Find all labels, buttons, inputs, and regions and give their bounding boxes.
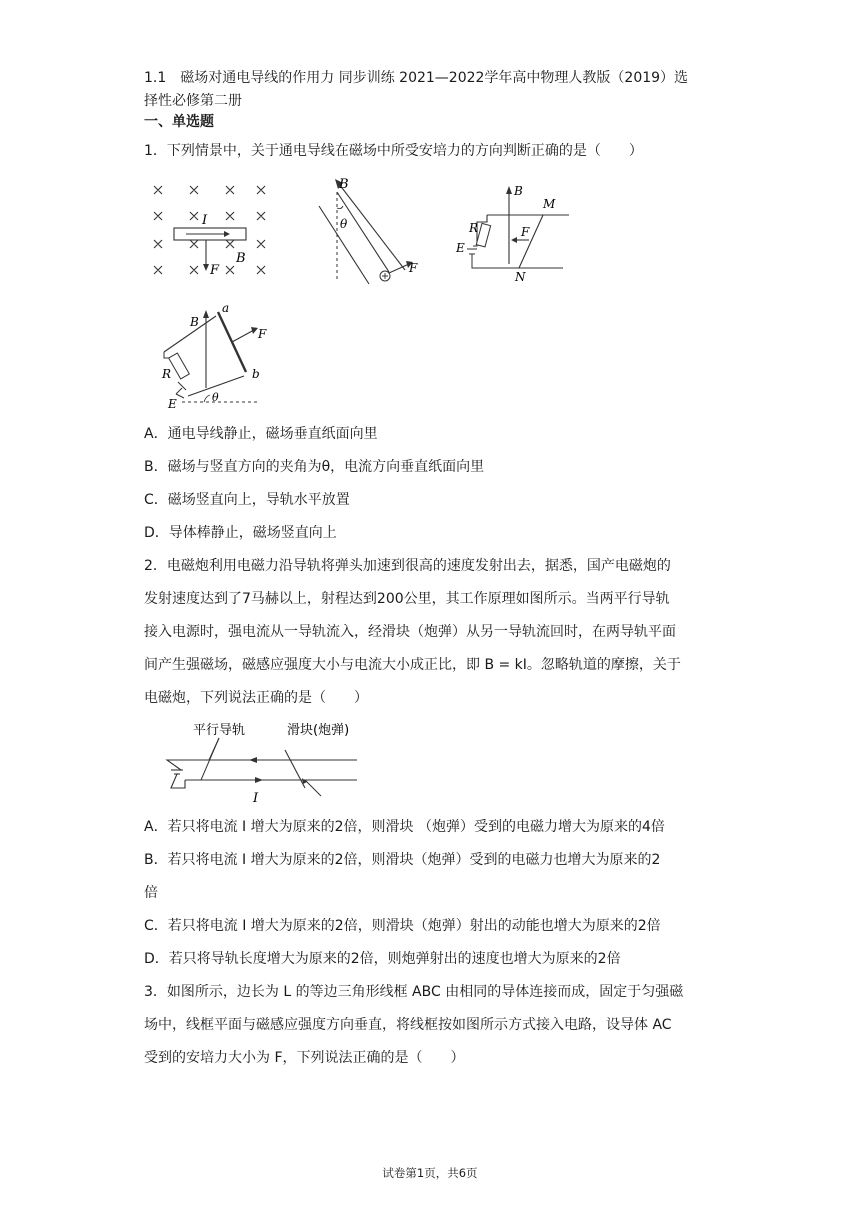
q1a-current-label: I bbox=[202, 213, 208, 228]
q1-option-c: C．磁场竖直向上，导轨水平放置 bbox=[144, 492, 350, 508]
section-title: 一、单选题 bbox=[144, 114, 214, 130]
q2-current-label: I bbox=[253, 791, 259, 806]
q1c-field-label: B bbox=[514, 184, 523, 198]
q1a-force-label: F bbox=[210, 263, 220, 278]
q2-railgun-figure bbox=[145, 718, 370, 808]
q1-option-b: B．磁场与竖直方向的夹角为θ，电流方向垂直纸面向里 bbox=[144, 459, 485, 475]
q1b-angle-label: θ bbox=[340, 217, 348, 231]
q1d-field-label: B bbox=[190, 315, 199, 329]
question-2-stem-line-4: 间产生强磁场，磁感应强度大小与电流大小成正比，即 B = kI。忽略轨道的摩擦，关于 bbox=[144, 657, 681, 673]
q1-figure-a bbox=[146, 180, 276, 285]
q1-figure-d bbox=[160, 302, 280, 412]
q1d-resistor-label: R bbox=[162, 367, 172, 381]
q2-option-c: C．若只将电流 I 增大为原来的2倍，则滑块（炮弹）射出的动能也增大为原来的2倍 bbox=[144, 918, 661, 934]
q2-option-a: A．若只将电流 I 增大为原来的2倍，则滑块 （炮弹）受到的电磁力增大为原来的4倍 bbox=[144, 819, 665, 835]
q2-option-d: D．若只将导轨长度增大为原来的2倍，则炮弹射出的速度也增大为原来的2倍 bbox=[144, 951, 621, 967]
q1b-field-label: B bbox=[339, 177, 349, 192]
q1c-n-label: N bbox=[515, 270, 526, 284]
q1b-force-label: F bbox=[409, 261, 418, 275]
question-3-stem-line-1: 3．如图所示，边长为 L 的等边三角形线框 ABC 由相同的导体连接而成，固定于匀强磁 bbox=[144, 984, 684, 1000]
q1c-m-label: M bbox=[543, 197, 556, 211]
q1a-field-label: B bbox=[236, 251, 246, 266]
q2-rails-label: 平行导轨 bbox=[193, 723, 246, 738]
q1-figure-c bbox=[453, 180, 578, 285]
paper-title-line-1: 1.1 磁场对通电导线的作用力 同步训练 2021—2022学年高中物理人教版（2019）选 bbox=[144, 70, 689, 86]
q1-option-d: D．导体棒静止，磁场竖直向上 bbox=[144, 525, 337, 541]
question-2-stem-line-2: 发射速度达到了7马赫以上，射程达到200公里，其工作原理如图所示。当两平行导轨 bbox=[144, 591, 670, 607]
question-3-stem-line-3: 受到的安培力大小为 F，下列说法正确的是（ ） bbox=[144, 1050, 465, 1066]
page-footer: 试卷第1页，共6页 bbox=[382, 1166, 478, 1180]
question-2-stem-line-5: 电磁炮，下列说法正确的是（ ） bbox=[144, 690, 368, 706]
q1d-source-label: E bbox=[168, 397, 177, 411]
question-3-stem-line-2: 场中，线框平面与磁感应强度方向垂直，将线框按如图所示方式接入电路，设导体 AC bbox=[144, 1017, 672, 1033]
paper-title-line-2: 择性必修第二册 bbox=[144, 93, 242, 109]
q1d-angle-label: θ bbox=[212, 391, 219, 404]
q1-option-a: A．通电导线静止，磁场垂直纸面向里 bbox=[144, 426, 378, 442]
question-2-stem-line-3: 接入电源时，强电流从一导轨流入，经滑块（炮弹）从另一导轨流回时，在两导轨平面 bbox=[144, 624, 676, 640]
question-1-stem: 1．下列情景中，关于通电导线在磁场中所受安培力的方向判断正确的是（ ） bbox=[144, 143, 643, 159]
q1d-b-label: b bbox=[252, 367, 260, 381]
q1c-force-label: F bbox=[521, 225, 530, 239]
q1d-a-label: a bbox=[222, 302, 230, 315]
q1-figure-b bbox=[305, 172, 425, 287]
question-2-stem-line-1: 2．电磁炮利用电磁力沿导轨将弹头加速到很高的速度发射出去，据悉，国产电磁炮的 bbox=[144, 558, 671, 574]
q2-slider-label: 滑块(炮弹) bbox=[287, 723, 350, 738]
q2-option-b-cont: 倍 bbox=[144, 885, 158, 901]
q2-option-b: B．若只将电流 I 增大为原来的2倍，则滑块（炮弹）受到的电磁力也增大为原来的2 bbox=[144, 852, 661, 868]
q1c-source-label: E bbox=[456, 241, 465, 255]
q1d-force-label: F bbox=[258, 327, 267, 341]
q1c-resistor-label: R bbox=[469, 221, 479, 235]
